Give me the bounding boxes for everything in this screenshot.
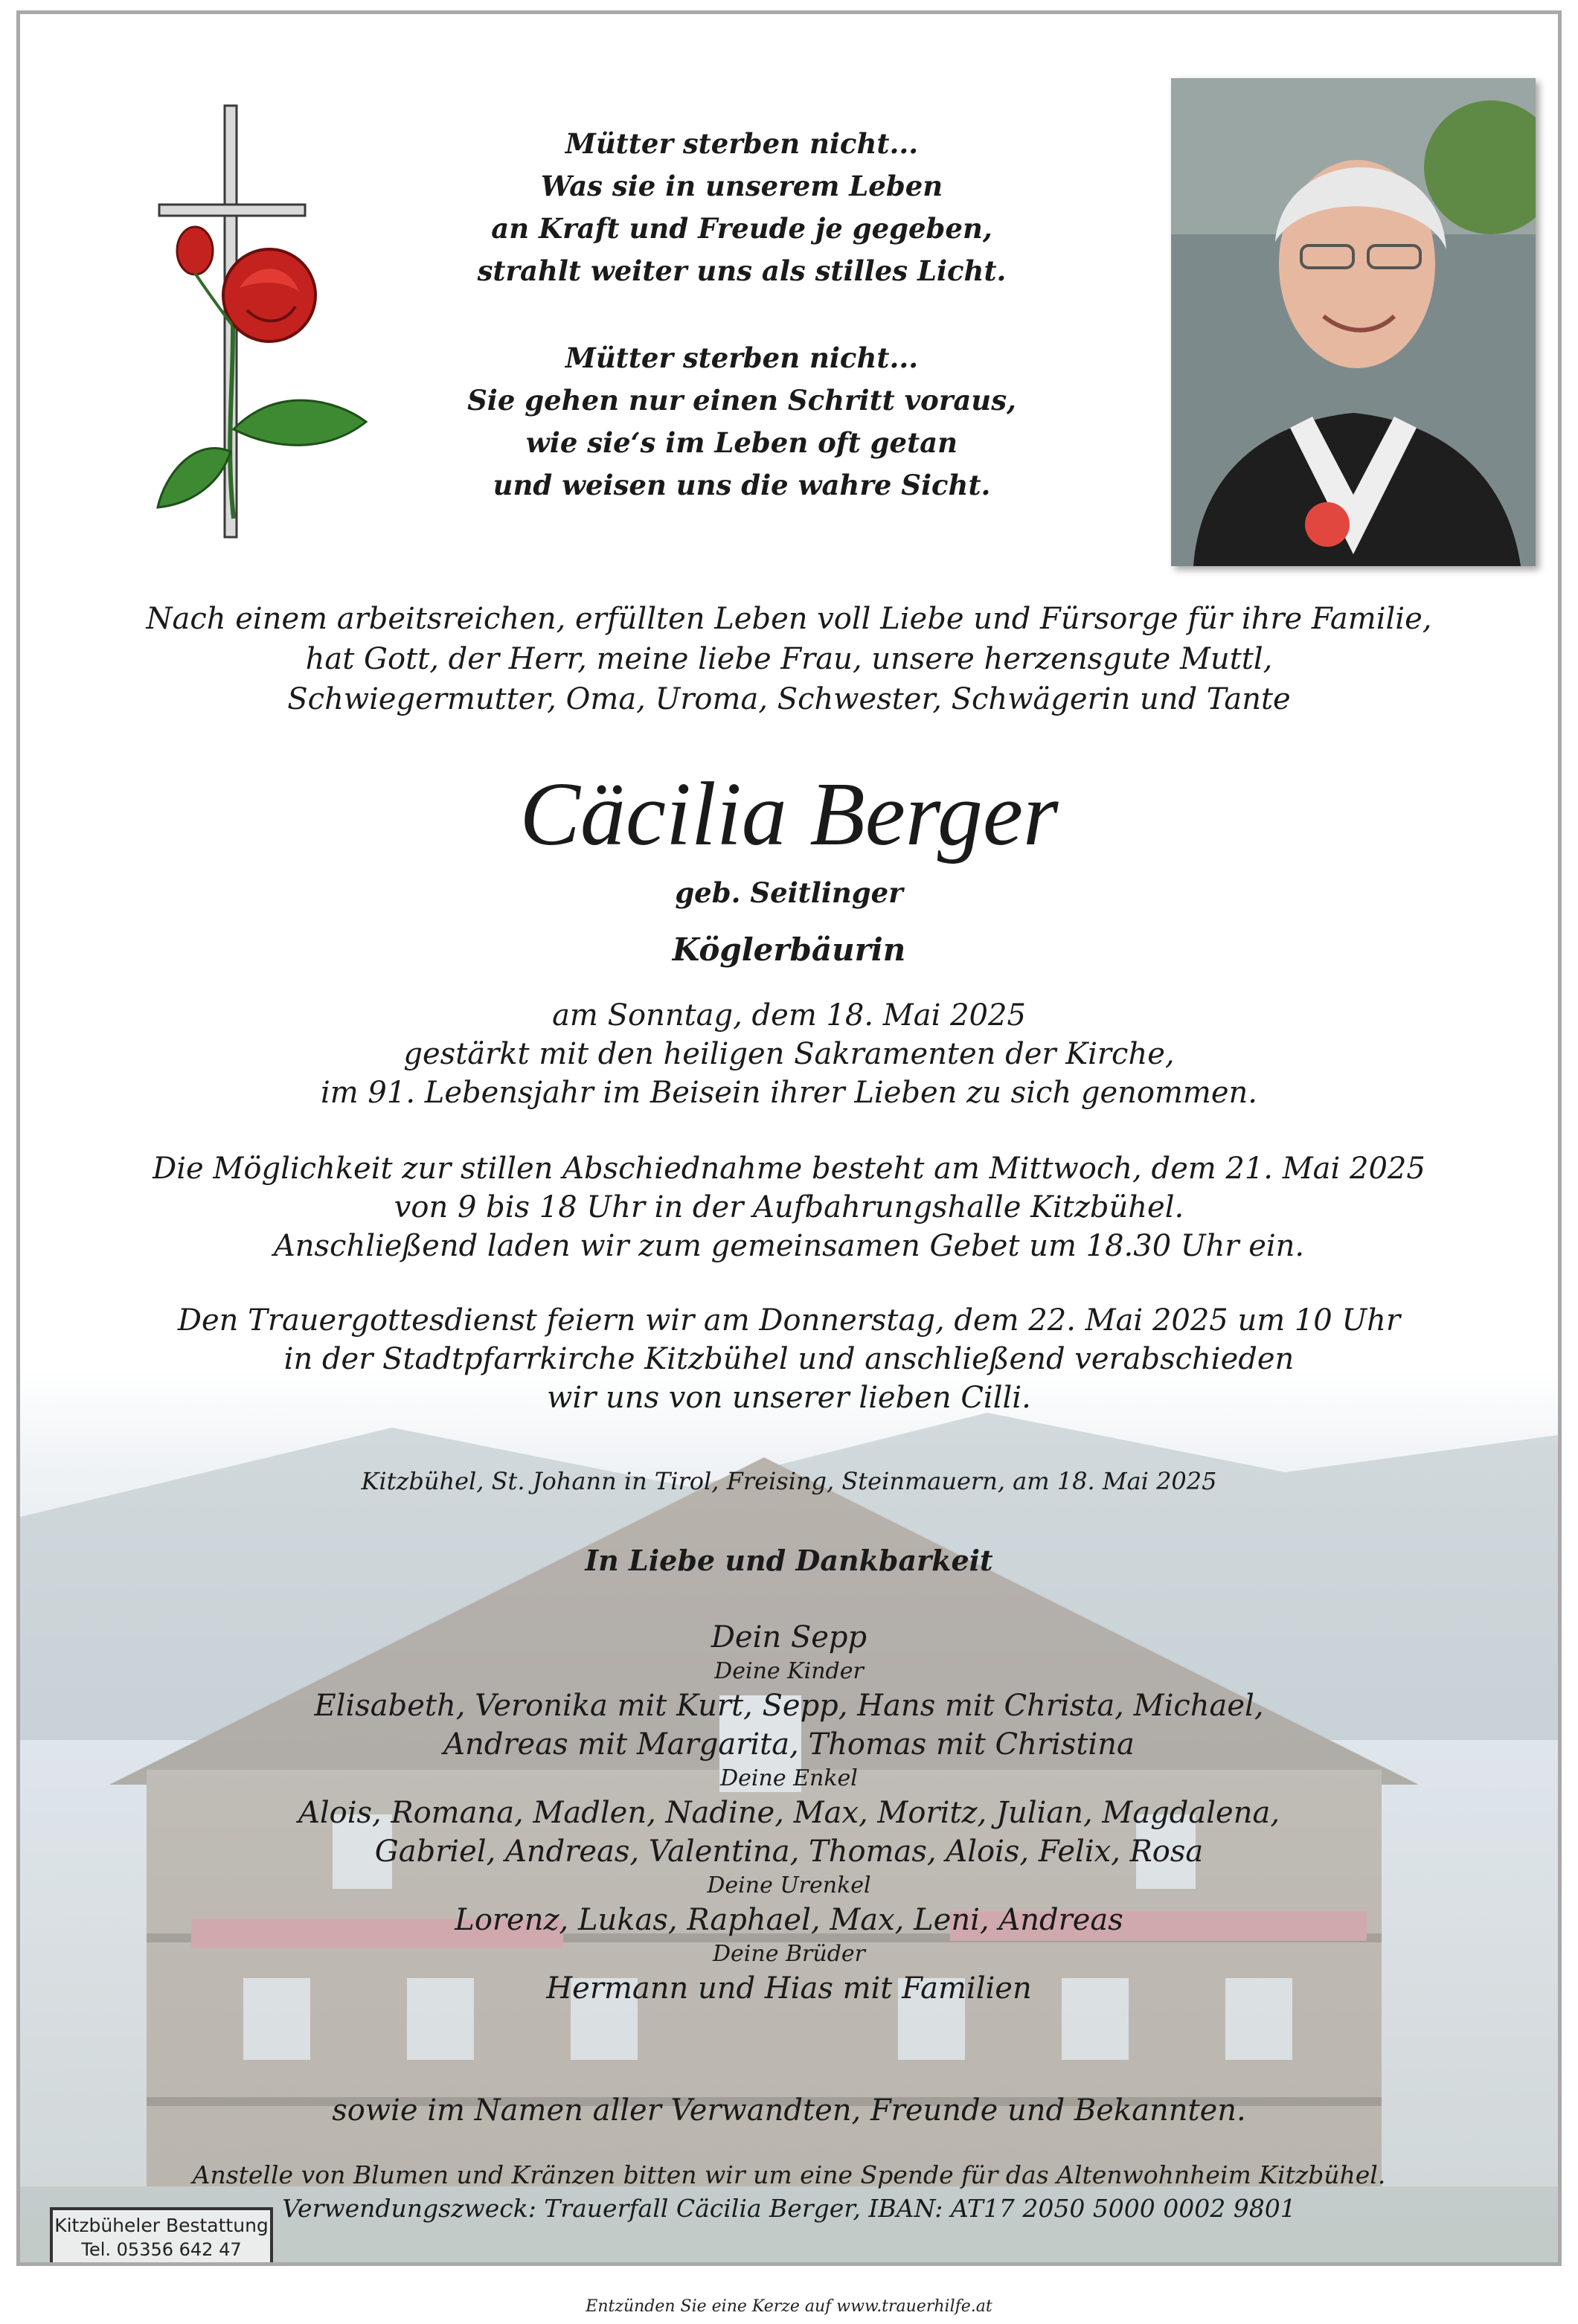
intro-text	[20, 599, 1558, 719]
great-grandchildren-label: Deine Urenkel	[707, 1872, 871, 1898]
husband-name: Dein Sepp	[711, 1620, 867, 1654]
farewell-line: Die Möglichkeit zur stillen Abschiednahme besteht am Mittwoch, dem 21. Mai 2025	[153, 1152, 1425, 1186]
grandchildren-label: Deine Enkel	[720, 1765, 858, 1791]
love-heading: In Liebe und Dankbarkeit	[585, 1544, 993, 1577]
maiden-name: geb. Seitlinger	[675, 876, 903, 909]
great-grandchildren-line: Lorenz, Lukas, Raphael, Max, Leni, Andreas	[455, 1903, 1123, 1937]
farewell-line: von 9 bis 18 Uhr in der Aufbahrungshalle Kitzbühel.	[394, 1190, 1184, 1224]
deceased-name: Cäcilia Berger	[519, 764, 1059, 864]
brothers-line: Hermann und Hias mit Familien	[546, 1971, 1032, 2006]
poem-stanza-1	[437, 123, 1047, 292]
poem-line: Mütter sterben nicht...	[565, 127, 919, 160]
funeral-home-phone: Tel. 05356 642 47	[81, 2239, 242, 2260]
death-line: am Sonntag, dem 18. Mai 2025	[552, 998, 1026, 1033]
notice-frame	[16, 10, 1562, 2266]
family-list	[20, 1618, 1558, 2008]
poem-line: Was sie in unserem Leben	[540, 170, 943, 202]
death-text	[20, 996, 1558, 1112]
brothers-label: Deine Brüder	[712, 1941, 866, 1967]
donation-line: Verwendungszweck: Trauerfall Cäcilia Berger, IBAN: AT17 2050 5000 0002 9801	[282, 2194, 1296, 2223]
intro-line: Schwiegermutter, Oma, Uroma, Schwester, Schwägerin und Tante	[287, 682, 1291, 716]
farm-name: Köglerbäurin	[672, 931, 906, 968]
funeral-home-name: Kitzbüheler Bestattung	[54, 2215, 269, 2236]
poem-line: und weisen uns die wahre Sicht.	[493, 469, 991, 501]
death-line: im 91. Lebensjahr im Beisein ihrer Lieben zu sich genommen.	[320, 1076, 1258, 1110]
children-line: Elisabeth, Veronika mit Kurt, Sepp, Hans mit Christa, Michael,	[314, 1689, 1264, 1723]
grandchildren-line: Alois, Romana, Madlen, Nadine, Max, Moritz, Julian, Magdalena,	[298, 1796, 1280, 1830]
poem-line: Sie gehen nur einen Schritt voraus,	[467, 384, 1016, 417]
relatives-text: sowie im Namen aller Verwandten, Freunde und Bekannten.	[332, 2093, 1246, 2128]
funeral-home-logo	[50, 2207, 273, 2266]
poem-line: wie sie‘s im Leben oft getan	[525, 426, 958, 459]
poem-line: strahlt weiter uns als stilles Licht.	[477, 254, 1007, 287]
farewell-line: Anschließend laden wir zum gemeinsamen Gebet um 18.30 Uhr ein.	[273, 1229, 1305, 1263]
children-line: Andreas mit Margarita, Thomas mit Christina	[443, 1727, 1135, 1762]
service-line: in der Stadtpfarrkirche Kitzbühel und anschließend verabschieden	[283, 1342, 1295, 1376]
poem-line: Mütter sterben nicht...	[565, 341, 919, 374]
farewell-text	[20, 1149, 1558, 1265]
service-text	[20, 1301, 1558, 1417]
poem-line: an Kraft und Freude je gegeben,	[491, 212, 992, 245]
children-label: Deine Kinder	[714, 1658, 864, 1684]
service-line: wir uns von unserer lieben Cilli.	[547, 1381, 1031, 1415]
intro-line: Nach einem arbeitsreichen, erfüllten Leben voll Liebe und Fürsorge für ihre Familie,	[146, 602, 1432, 636]
service-line: Den Trauergottesdienst feiern wir am Donnerstag, dem 22. Mai 2025 um 10 Uhr	[177, 1303, 1401, 1338]
intro-line: hat Gott, der Herr, meine liebe Frau, unsere herzensgute Muttl,	[305, 642, 1273, 676]
places-date: Kitzbühel, St. Johann in Tirol, Freising, Steinmauern, am 18. Mai 2025	[361, 1467, 1217, 1495]
portrait-photo	[1171, 78, 1536, 566]
footer-link[interactable]: Entzünden Sie eine Kerze auf www.trauerhilfe.at	[586, 2297, 992, 2316]
death-line: gestärkt mit den heiligen Sakramenten der Kirche,	[403, 1037, 1175, 1071]
cross-with-rose-image	[150, 102, 373, 545]
donation-line: Anstelle von Blumen und Kränzen bitten wir um eine Spende für das Altenwohnheim Kitzbühel.	[192, 2160, 1386, 2189]
grandchildren-line: Gabriel, Andreas, Valentina, Thomas, Alois, Felix, Rosa	[374, 1835, 1204, 1869]
poem-stanza-2	[437, 337, 1047, 507]
